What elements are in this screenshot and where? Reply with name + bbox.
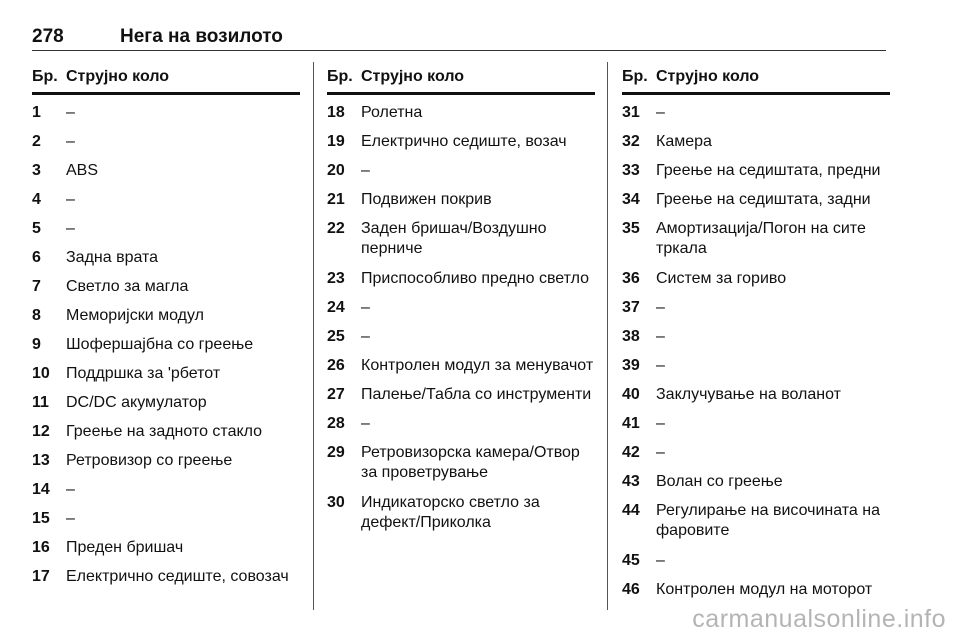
fuse-circuit: –	[66, 191, 75, 208]
fuse-circuit: Поддршка за 'рбетот	[66, 365, 221, 382]
fuse-circuit: –	[656, 415, 665, 432]
fuse-number: 5	[32, 220, 41, 237]
fuse-circuit: Приспособливо предно светло	[361, 270, 590, 287]
fuse-circuit: –	[66, 481, 75, 498]
fuse-circuit: Меморијски модул	[66, 307, 204, 324]
fuse-number: 36	[622, 270, 640, 287]
fuse-number: 17	[32, 568, 50, 585]
fuse-circuit: –	[656, 357, 665, 374]
fuse-row	[32, 364, 300, 393]
fuse-row	[622, 443, 890, 472]
fuse-circuit: –	[361, 415, 370, 432]
fuse-table-column-2	[327, 62, 595, 543]
fuse-number: 24	[327, 299, 345, 316]
watermark: carmanualsonline.info	[692, 605, 946, 633]
fuse-number: 10	[32, 365, 50, 382]
fuse-row	[327, 493, 595, 543]
fuse-row	[327, 161, 595, 190]
fuse-row	[622, 551, 890, 580]
fuse-circuit: Контролен модул за менувачот	[361, 357, 594, 374]
fuse-circuit: –	[656, 299, 665, 316]
fuse-number: 3	[32, 162, 41, 179]
fuse-number: 1	[32, 104, 41, 121]
column-divider	[607, 62, 608, 610]
fuse-circuit: –	[66, 220, 75, 237]
fuse-row	[622, 132, 890, 161]
fuse-number: 21	[327, 191, 345, 208]
fuse-row	[327, 269, 595, 298]
fuse-circuit: Светло за магла	[66, 278, 189, 295]
fuse-circuit: Преден бришач	[66, 539, 184, 556]
fuse-circuit: Заклучување на воланот	[656, 386, 841, 403]
table-header	[32, 62, 300, 95]
fuse-row	[622, 385, 890, 414]
fuse-circuit: Шофершајбна со греење	[66, 336, 254, 353]
fuse-row	[327, 103, 595, 132]
fuse-number: 31	[622, 104, 640, 121]
fuse-circuit: Палење/Табла со инструменти	[361, 386, 592, 403]
fuse-row	[327, 132, 595, 161]
fuse-number: 19	[327, 133, 345, 150]
fuse-circuit: Систем за гориво	[656, 270, 787, 287]
fuse-row	[327, 443, 595, 493]
fuse-row	[32, 277, 300, 306]
fuse-number: 44	[622, 502, 640, 519]
fuse-circuit: –	[66, 133, 75, 150]
fuse-row	[327, 414, 595, 443]
fuse-number: 39	[622, 357, 640, 374]
fuse-rows	[32, 95, 300, 596]
fuse-row	[32, 161, 300, 190]
fuse-number: 45	[622, 552, 640, 569]
fuse-row	[622, 161, 890, 190]
fuse-number: 16	[32, 539, 50, 556]
fuse-circuit: Ролетна	[361, 104, 423, 121]
fuse-circuit: –	[361, 299, 370, 316]
fuse-number: 18	[327, 104, 345, 121]
table-header	[622, 62, 890, 95]
fuse-row	[32, 567, 300, 596]
fuse-row	[622, 414, 890, 443]
fuse-number: 35	[622, 220, 640, 237]
fuse-number: 23	[327, 270, 345, 287]
fuse-number: 34	[622, 191, 640, 208]
fuse-circuit: –	[656, 552, 665, 569]
fuse-row	[32, 132, 300, 161]
fuse-circuit: –	[656, 444, 665, 461]
fuse-row	[622, 356, 890, 385]
fuse-table-column-3	[622, 62, 890, 609]
column-divider	[313, 62, 314, 610]
fuse-row	[622, 269, 890, 298]
fuse-rows	[622, 95, 890, 609]
fuse-circuit: Електрично седиште, совозач	[66, 568, 289, 585]
fuse-row	[622, 219, 890, 269]
page-number: 278	[32, 26, 64, 47]
page-header	[32, 22, 886, 51]
fuse-number: 33	[622, 162, 640, 179]
fuse-rows	[327, 95, 595, 543]
fuse-row	[32, 219, 300, 248]
fuse-number: 22	[327, 220, 345, 237]
fuse-circuit: Греење на задното стакло	[66, 423, 263, 440]
fuse-row	[327, 298, 595, 327]
fuse-row	[32, 248, 300, 277]
fuse-row	[32, 451, 300, 480]
fuse-number: 37	[622, 299, 640, 316]
fuse-circuit: Ретровизор со греење	[66, 452, 233, 469]
fuse-number: 40	[622, 386, 640, 403]
fuse-circuit: DC/DC акумулатор	[66, 394, 207, 411]
fuse-number: 30	[327, 494, 345, 511]
header-number: Бр.	[622, 68, 648, 85]
fuse-number: 27	[327, 386, 345, 403]
fuse-row	[32, 306, 300, 335]
fuse-row	[32, 393, 300, 422]
fuse-circuit: –	[361, 162, 370, 179]
fuse-circuit: –	[656, 104, 665, 121]
table-header	[327, 62, 595, 95]
fuse-number: 11	[32, 394, 49, 411]
fuse-number: 32	[622, 133, 640, 150]
fuse-row	[327, 356, 595, 385]
fuse-row	[32, 335, 300, 364]
fuse-number: 7	[32, 278, 41, 295]
fuse-number: 29	[327, 444, 345, 461]
fuse-circuit: Контролен модул на моторот	[656, 581, 873, 598]
fuse-number: 43	[622, 473, 640, 490]
fuse-circuit: –	[66, 510, 75, 527]
header-circuit: Струјно коло	[656, 68, 760, 85]
fuse-number: 2	[32, 133, 41, 150]
fuse-row	[32, 480, 300, 509]
fuse-number: 38	[622, 328, 640, 345]
fuse-circuit: –	[361, 328, 370, 345]
fuse-row	[622, 501, 890, 551]
fuse-number: 4	[32, 191, 41, 208]
header-circuit: Струјно коло	[66, 68, 170, 85]
fuse-circuit: Греење на седиштата, задни	[656, 191, 871, 208]
fuse-number: 15	[32, 510, 50, 527]
fuse-row	[32, 190, 300, 219]
header-number: Бр.	[32, 68, 58, 85]
fuse-number: 46	[622, 581, 640, 598]
fuse-circuit: Заден бришач/Воздушно перниче	[361, 220, 547, 257]
fuse-table-column-1	[32, 62, 300, 596]
fuse-row	[327, 327, 595, 356]
fuse-row	[327, 219, 595, 269]
fuse-number: 6	[32, 249, 41, 266]
fuse-number: 8	[32, 307, 41, 324]
fuse-row	[622, 190, 890, 219]
page-title: Нега на возилото	[120, 26, 283, 47]
fuse-number: 26	[327, 357, 345, 374]
fuse-row	[32, 103, 300, 132]
fuse-circuit: ABS	[66, 162, 99, 179]
fuse-row	[622, 327, 890, 356]
fuse-circuit: Регулирање на височината на фаровите	[656, 502, 880, 539]
fuse-number: 9	[32, 336, 41, 353]
fuse-row	[327, 190, 595, 219]
fuse-number: 25	[327, 328, 345, 345]
fuse-circuit: Електрично седиште, возач	[361, 133, 567, 150]
fuse-row	[32, 422, 300, 451]
fuse-circuit: Подвижен покрив	[361, 191, 492, 208]
fuse-number: 42	[622, 444, 640, 461]
header-circuit: Струјно коло	[361, 68, 465, 85]
fuse-number: 13	[32, 452, 50, 469]
fuse-circuit: –	[66, 104, 75, 121]
fuse-circuit: Греење на седиштата, предни	[656, 162, 881, 179]
fuse-circuit: Камера	[656, 133, 712, 150]
fuse-circuit: Ретровизорска камера/Отвор за проветрување	[361, 444, 580, 481]
fuse-circuit: –	[656, 328, 665, 345]
fuse-circuit: Задна врата	[66, 249, 159, 266]
header-number: Бр.	[327, 68, 353, 85]
fuse-row	[327, 385, 595, 414]
fuse-row	[622, 103, 890, 132]
fuse-number: 20	[327, 162, 345, 179]
fuse-row	[32, 509, 300, 538]
fuse-circuit: Индикаторско светло за дефект/Приколка	[361, 494, 540, 531]
fuse-number: 14	[32, 481, 50, 498]
fuse-circuit: Амортизација/Погон на сите тркала	[656, 220, 866, 257]
fuse-number: 28	[327, 415, 345, 432]
fuse-number: 12	[32, 423, 50, 440]
fuse-number: 41	[622, 415, 640, 432]
fuse-row	[622, 298, 890, 327]
fuse-row	[622, 472, 890, 501]
fuse-circuit: Волан со греење	[656, 473, 783, 490]
fuse-row	[32, 538, 300, 567]
